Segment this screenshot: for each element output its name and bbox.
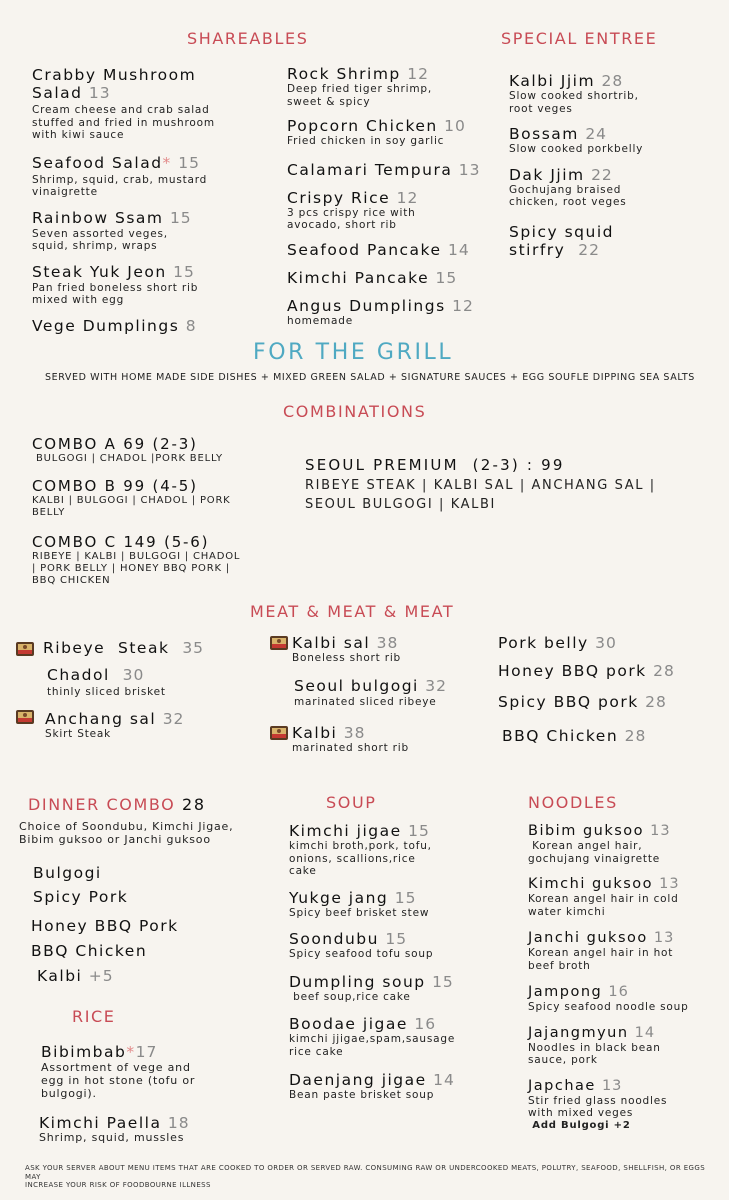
item-price: 14: [447, 240, 470, 259]
award-badge-icon: [15, 640, 35, 658]
item-name: Dumpling soup: [289, 972, 426, 991]
item-name: Vege Dumplings: [32, 316, 180, 335]
item-description: Stir fried glass noodles with mixed veges: [528, 1094, 668, 1119]
item-price: 15: [394, 888, 417, 907]
item-name: Popcorn Chicken: [287, 117, 438, 135]
item-description: Spicy seafood tofu soup: [289, 948, 434, 960]
item-price: 30: [122, 666, 145, 684]
item-price: 13: [458, 160, 481, 179]
item-price: 15: [169, 208, 192, 227]
dinner-combo-option: Kalbi +5: [37, 967, 114, 985]
dinner-combo-option: Honey BBQ Pork: [31, 917, 179, 935]
star-marker: *: [162, 153, 172, 172]
item-price: 12: [407, 65, 429, 83]
item-name: Jampong: [528, 984, 603, 1000]
menu-item: [528, 875, 723, 918]
award-badge-icon: [269, 634, 289, 652]
item-description: Spicy seafood noodle soup: [528, 1001, 689, 1013]
menu-item: [528, 1077, 723, 1133]
item-price: 32: [162, 710, 185, 728]
item-name: Bibim guksoo: [528, 823, 645, 839]
menu-item: [509, 166, 719, 209]
combo-description: BULGOGI | CHADOL |PORK BELLY: [32, 453, 223, 464]
combo-item: [32, 533, 282, 587]
menu-item: [287, 65, 497, 108]
item-name: Seafood Salad: [32, 153, 163, 172]
item-price: 15: [432, 972, 454, 991]
rice-heading: RICE: [72, 1007, 116, 1026]
item-description: kimchi jjigae,spam,sausage rice cake: [289, 1033, 456, 1058]
item-description: Slow cooked shortrib, root veges: [509, 90, 639, 115]
shareables-heading: SHAREABLES: [187, 29, 309, 48]
menu-item: [32, 154, 282, 199]
add-on-note: Add Bulgogi +2: [528, 1119, 631, 1131]
item-price: 13: [650, 823, 671, 839]
item-name-line-2: stirfry: [509, 240, 566, 259]
combo-list: [32, 435, 282, 587]
item-description: Korean angel hair in cold water kimchi: [528, 893, 679, 918]
combinations-heading: COMBINATIONS: [283, 402, 427, 421]
item-description: Boneless short rib: [292, 652, 402, 664]
item-description: marinated sliced ribeye: [294, 696, 437, 708]
menu-item: [289, 973, 499, 1004]
item-price: 13: [653, 930, 675, 946]
menu-item: [39, 1114, 269, 1145]
item-price: 15: [435, 268, 458, 287]
item-name: Janchi guksoo: [528, 930, 648, 946]
menu-item: [528, 983, 723, 1014]
item-name: Daenjang jigae: [289, 1071, 427, 1089]
item-description: Gochujang braised chicken, root veges: [509, 183, 627, 208]
item-description: homemade: [287, 314, 353, 327]
item-price: 16: [414, 1015, 437, 1033]
item-name: Kimchi jigae: [289, 822, 402, 840]
item-description: Assortment of vege and egg in hot stone (tofu or bulgogi).: [41, 1061, 196, 1100]
menu-item: [294, 677, 447, 709]
item-price: 15: [178, 153, 200, 172]
menu-item: [32, 66, 282, 142]
menu-item: [509, 223, 719, 259]
item-price: 13: [88, 84, 111, 102]
menu-item: [289, 889, 499, 920]
combo-item: [32, 477, 282, 519]
item-description: Seven assorted veges, squid, shrimp, wraps: [32, 227, 168, 252]
menu-item: [498, 693, 667, 711]
item-price: 8: [185, 316, 197, 335]
item-price: 22: [591, 165, 613, 184]
menu-item: [45, 710, 184, 741]
special-entree-list: [509, 72, 719, 259]
shareables-column-1: [32, 66, 282, 335]
combo-title: COMBO C 149 (5-6): [32, 533, 210, 551]
menu-item: [289, 822, 499, 878]
item-name: Seafood Pancake: [287, 240, 442, 259]
item-description: Spicy beef brisket stew: [289, 906, 430, 919]
menu-item: [32, 317, 282, 335]
menu-item: [289, 930, 499, 961]
item-price: 28: [624, 727, 647, 745]
item-price: 12: [396, 188, 419, 207]
item-name: Honey BBQ pork: [498, 662, 647, 680]
item-description: Bean paste brisket soup: [289, 1089, 435, 1101]
menu-item: [509, 72, 719, 115]
item-name: Pork belly: [498, 634, 589, 652]
item-name: Steak Yuk Jeon: [32, 262, 167, 281]
menu-item: [41, 1043, 271, 1100]
item-name: Seoul bulgogi: [294, 677, 419, 695]
item-description: kimchi broth,pork, tofu, onions, scallions,rice cake: [289, 840, 432, 877]
item-price: 16: [608, 984, 629, 1000]
item-price: 18: [167, 1114, 190, 1132]
item-description: Shrimp, squid, crab, mustard vinaigrette: [32, 173, 208, 198]
item-price: 15: [385, 930, 408, 948]
item-name: Kimchi Pancake: [287, 268, 430, 287]
item-price: 28: [645, 693, 667, 711]
item-description: thinly sliced brisket: [47, 686, 166, 698]
item-description: Slow cooked porkbelly: [509, 143, 644, 155]
item-price: 10: [444, 117, 466, 135]
item-name: Soondubu: [289, 930, 379, 948]
dinner-combo-heading: DINNER COMBO 28: [28, 795, 206, 814]
item-name: Kimchi guksoo: [528, 876, 654, 892]
menu-item: [528, 929, 723, 972]
item-description: Deep fried tiger shrimp, sweet & spicy: [287, 83, 433, 108]
item-description: 3 pcs crispy rice with avocado, short rib: [287, 206, 416, 231]
item-price: 32: [425, 677, 448, 695]
item-name: Yukge jang: [289, 888, 389, 907]
menu-item: [47, 666, 166, 699]
item-description: Cream cheese and crab salad stuffed and fried in mushroom with kiwi sauce: [32, 104, 215, 141]
item-description: Shrimp, squid, mussles: [39, 1131, 185, 1144]
menu-item: [32, 209, 282, 253]
item-description: Korean angel hair in hot beef broth: [528, 947, 674, 972]
item-price: 28: [653, 662, 675, 680]
menu-item: [289, 1071, 499, 1102]
dinner-combo-price: 28: [182, 795, 206, 814]
item-name: Japchae: [528, 1077, 596, 1094]
item-price: 14: [433, 1071, 455, 1089]
item-price: 14: [634, 1024, 656, 1041]
item-name: Boodae jigae: [289, 1015, 408, 1033]
star-marker: *: [126, 1043, 136, 1061]
item-price: 38: [376, 634, 399, 652]
item-price: 24: [585, 125, 608, 143]
seoul-premium: [305, 456, 715, 514]
menu-item: [43, 639, 204, 657]
item-name: Anchang sal: [45, 710, 157, 728]
combo-title: COMBO A 69 (2-3): [32, 435, 198, 453]
item-name: Jajangmyun: [528, 1024, 629, 1041]
soup-heading: SOUP: [326, 793, 377, 812]
item-price: 15: [408, 822, 430, 840]
dinner-combo-description: Choice of Soondubu, Kimchi Jigae, Bibim guksoo or Janchi guksoo: [19, 820, 234, 846]
grill-heading: FOR THE GRILL: [253, 340, 454, 365]
menu-item: [498, 662, 675, 680]
menu-item: [287, 297, 497, 328]
item-description: Skirt Steak: [45, 728, 111, 740]
item-name: BBQ Chicken: [502, 727, 619, 745]
menu-item: [287, 117, 497, 148]
item-name: Chadol: [47, 666, 110, 684]
soup-list: [289, 822, 499, 1102]
item-name: Rainbow Ssam: [32, 208, 164, 227]
grill-subtitle: SERVED WITH HOME MADE SIDE DISHES + MIXED GREEN SALAD + SIGNATURE SAUCES + EGG SOUFLE DIPPING SEA SALTS: [45, 372, 695, 383]
item-name: Kalbi: [292, 724, 338, 742]
award-badge-icon: [15, 708, 35, 726]
item-price: 28: [601, 72, 624, 90]
menu-item: [32, 263, 282, 307]
item-price: 12: [452, 296, 474, 315]
item-name: Bossam: [509, 125, 579, 143]
item-price: 38: [343, 724, 366, 742]
dinner-combo-option: Spicy Pork: [33, 888, 129, 906]
item-name: Kimchi Paella: [39, 1114, 162, 1132]
dinner-combo-option: Bulgogi: [33, 864, 102, 882]
dinner-combo-option: BBQ Chicken: [31, 942, 148, 960]
item-name: Rock Shrimp: [287, 65, 401, 83]
menu-item: [509, 125, 719, 156]
item-name: Bibimbab: [41, 1043, 127, 1061]
combo-description: KALBI | BULGOGI | CHADOL | PORK BELLY: [32, 495, 231, 518]
footer-disclaimer: ASK YOUR SERVER ABOUT MENU ITEMS THAT ARE COOKED TO ORDER OR SERVED RAW. CONSUMING RAW OR UNDERCOOKED MEATS, POLUTRY, SEAFOOD, SHELLFISH, OR EGGS MAY INCREASE YOUR RISK OF FOODBOURNE ILLNESS: [25, 1164, 706, 1189]
item-price: 13: [659, 876, 680, 892]
item-name: Calamari Tempura: [287, 160, 453, 179]
menu-item: [287, 161, 497, 179]
noodles-heading: NOODLES: [528, 793, 618, 812]
item-description: marinated short rib: [292, 742, 409, 754]
item-name: Spicy squid: [509, 222, 614, 241]
item-price: 22: [578, 240, 600, 259]
award-badge-icon: [269, 724, 289, 742]
menu-item: [287, 241, 497, 259]
item-price: 15: [173, 262, 195, 281]
combo-item: [32, 435, 282, 465]
item-price: 13: [601, 1077, 623, 1094]
menu-item: [528, 822, 723, 865]
menu-item: [498, 634, 617, 652]
item-name: Ribeye Steak: [43, 639, 170, 657]
menu-item: [287, 189, 497, 232]
menu-item: [502, 727, 646, 745]
menu-item: [289, 1015, 499, 1058]
item-description: Fried chicken in soy garlic: [287, 135, 445, 147]
item-name: Kalbi sal: [292, 634, 371, 652]
item-name-line-2: Salad 13: [32, 84, 111, 102]
item-name: Crispy Rice: [287, 188, 391, 207]
seoul-premium-description: RIBEYE STEAK | KALBI SAL | ANCHANG SAL | SEOUL BULGOGI | KALBI: [305, 478, 656, 512]
menu-item: [292, 634, 401, 665]
special-entree-heading: SPECIAL ENTREE: [501, 29, 658, 48]
noodles-list: [528, 822, 723, 1132]
item-price: 17: [135, 1043, 158, 1061]
rice-list: [41, 1043, 271, 1100]
item-price: 30: [595, 634, 617, 652]
menu-item: [292, 724, 409, 755]
item-description: Noodles in black bean sauce, pork: [528, 1041, 661, 1066]
item-name: Dak Jjim: [509, 165, 585, 184]
meat-heading: MEAT & MEAT & MEAT: [250, 602, 455, 621]
item-description: beef soup,rice cake: [289, 990, 411, 1003]
item-description: Pan fried boneless short rib mixed with egg: [32, 281, 199, 306]
item-name: Kalbi Jjim: [509, 72, 596, 90]
combo-title: COMBO B 99 (4-5): [32, 477, 198, 495]
item-name: Angus Dumplings: [287, 296, 446, 315]
item-name: Spicy BBQ pork: [498, 693, 639, 711]
seoul-premium-title: SEOUL PREMIUM (2-3) : 99: [305, 456, 565, 474]
item-description: Korean angel hair, gochujang vinaigrette: [528, 840, 661, 865]
shareables-column-2: [287, 65, 497, 327]
item-name: Crabby Mushroom: [32, 66, 197, 84]
menu-item: [287, 269, 497, 287]
item-price: +5: [88, 967, 114, 985]
item-price: 35: [182, 639, 205, 657]
combo-description: RIBEYE | KALBI | BULGOGI | CHADOL | PORK BELLY | HONEY BBQ PORK | BBQ CHICKEN: [32, 551, 241, 586]
menu-item: [528, 1024, 723, 1067]
